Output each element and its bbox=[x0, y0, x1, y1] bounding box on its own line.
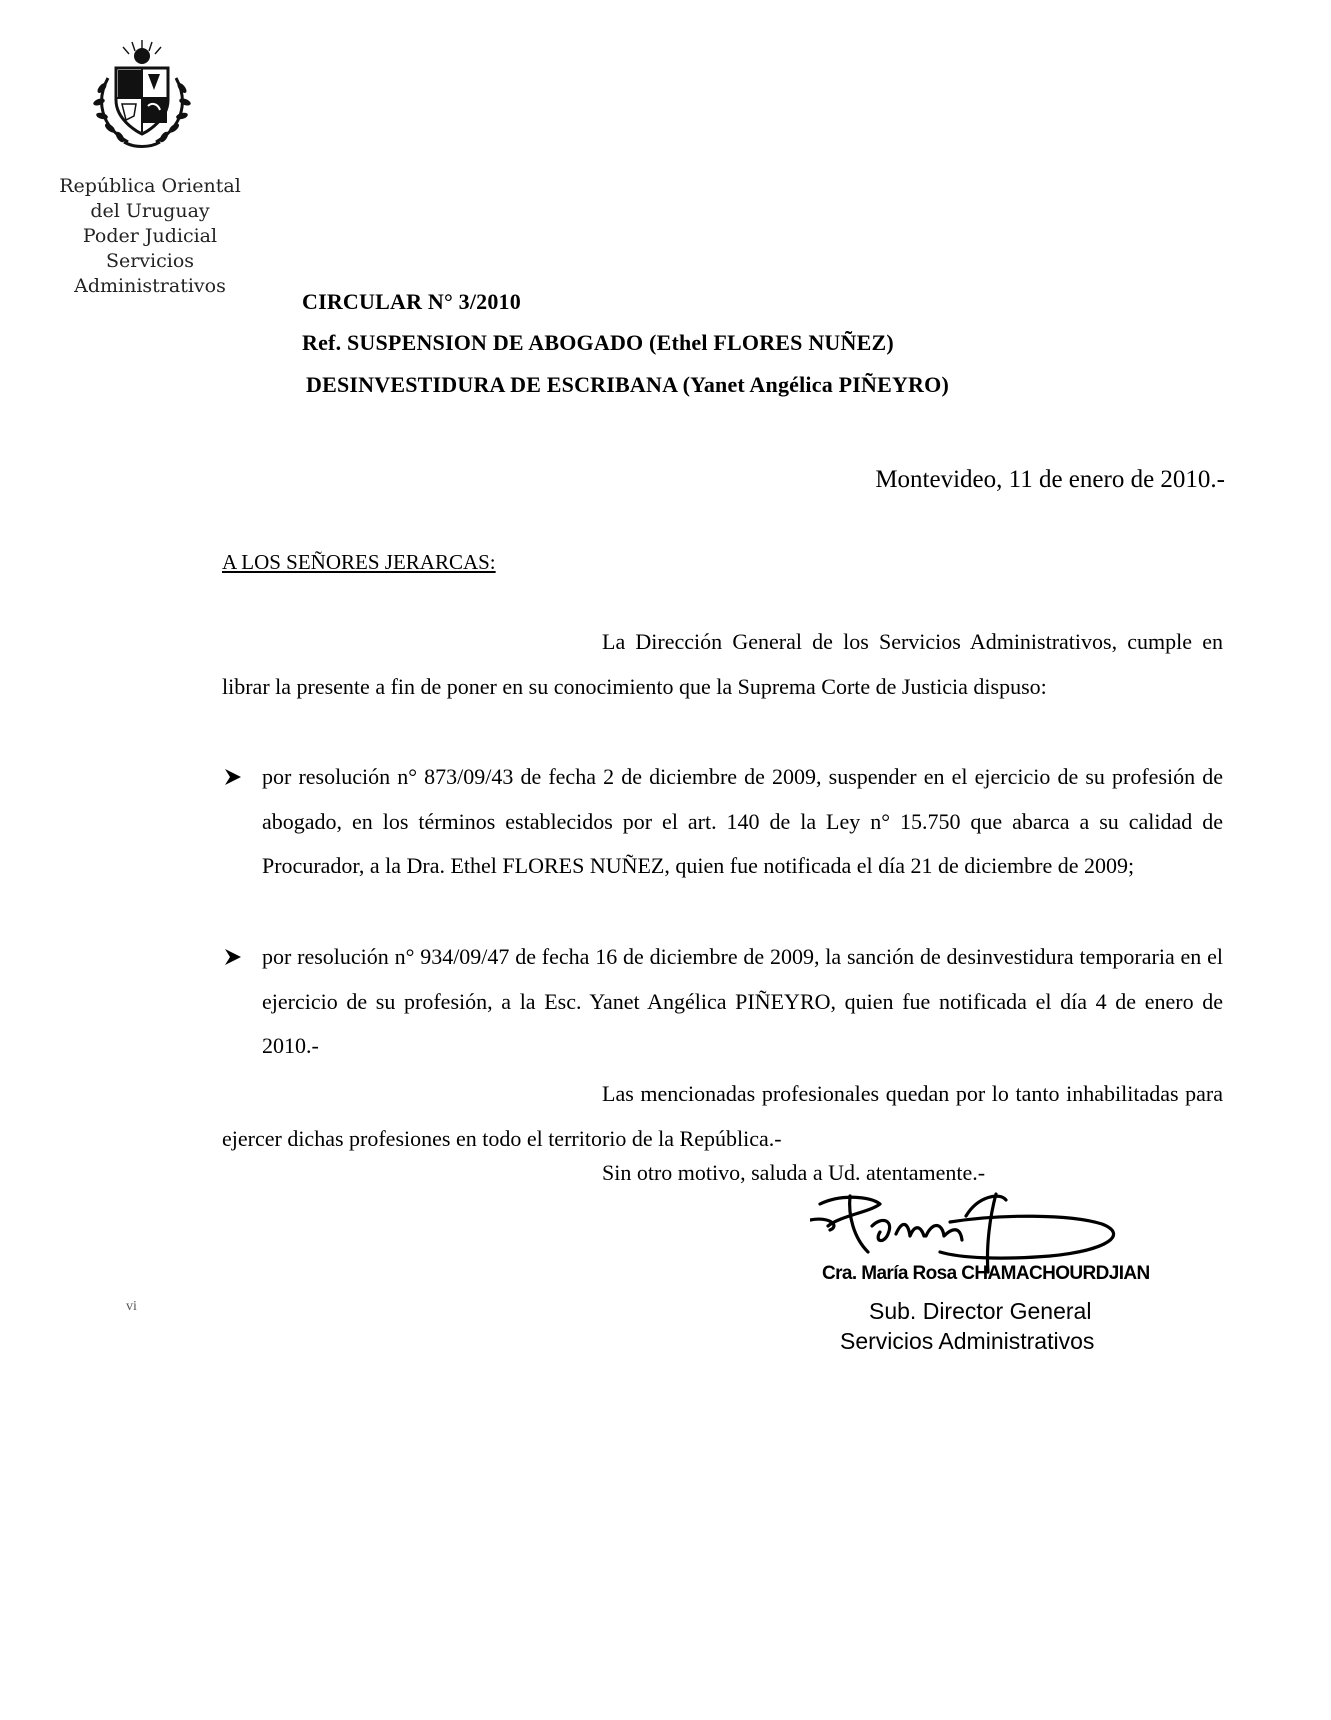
arrow-bullet-icon bbox=[222, 755, 244, 799]
institution-line: Servicios bbox=[105, 250, 195, 272]
place-and-date: Montevideo, 11 de enero de 2010.- bbox=[875, 466, 1225, 493]
resolution-item-text: por resolución n° 873/09/43 de fecha 2 de diciembre de 2009, suspender en el ejercicio de su profesión de abogado, en los términos establecidos por el art. 140 de la Ley n° 15.750 que abarca a su calidad de Procurador, a la Dra. Ethel FLORES NUÑEZ, quien fue notificada el día 21 de diciembre de 2009; bbox=[262, 764, 1223, 878]
institution-line: República Oriental bbox=[59, 175, 241, 197]
signer-name: Cra. María Rosa CHAMACHOURDJIAN bbox=[822, 1263, 1150, 1284]
institution-line: del Uruguay bbox=[90, 200, 210, 222]
reference-line-1: Ref. SUSPENSION DE ABOGADO (Ethel FLORES NUÑEZ) bbox=[302, 330, 894, 355]
page-marker: vi bbox=[126, 1299, 137, 1314]
intro-paragraph: La Dirección General de los Servicios Administrativos, cumple en librar la presente a fin de poner en su conocimiento que la Suprema Corte de Justicia dispuso: bbox=[222, 629, 1223, 699]
resolution-item bbox=[262, 935, 1223, 1069]
salutation: A LOS SEÑORES JERARCAS: bbox=[222, 550, 496, 574]
farewell-line: Sin otro motivo, saluda a Ud. atentamente.- bbox=[602, 1160, 986, 1185]
coat-of-arms-seal bbox=[88, 38, 196, 150]
circular-number: CIRCULAR N° 3/2010 bbox=[302, 289, 521, 314]
institution-line: Administrativos bbox=[74, 275, 226, 297]
resolution-item-text: por resolución n° 934/09/47 de fecha 16 de diciembre de 2009, la sanción de desinvestidura temporaria en el ejercicio de su profesión, a la Esc. Yanet Angélica PIÑEYRO, quien fue notificada el día 4 de enero de 2010.- bbox=[262, 944, 1223, 1058]
resolution-item bbox=[262, 755, 1223, 889]
institution-line: Poder Judicial bbox=[82, 225, 218, 247]
institution-name bbox=[40, 174, 260, 299]
signer-title-line: Sub. Director General bbox=[869, 1298, 1092, 1324]
reference-line-2: DESINVESTIDURA DE ESCRIBANA (Yanet Angélica PIÑEYRO) bbox=[306, 372, 949, 397]
signer-title bbox=[840, 1296, 1170, 1356]
signer-title-line: Servicios Administrativos bbox=[840, 1328, 1095, 1354]
arrow-bullet-icon bbox=[222, 935, 244, 979]
closing-paragraph: Las mencionadas profesionales quedan por lo tanto inhabilitadas para ejercer dichas profesiones en todo el territorio de la República.- bbox=[222, 1081, 1223, 1151]
